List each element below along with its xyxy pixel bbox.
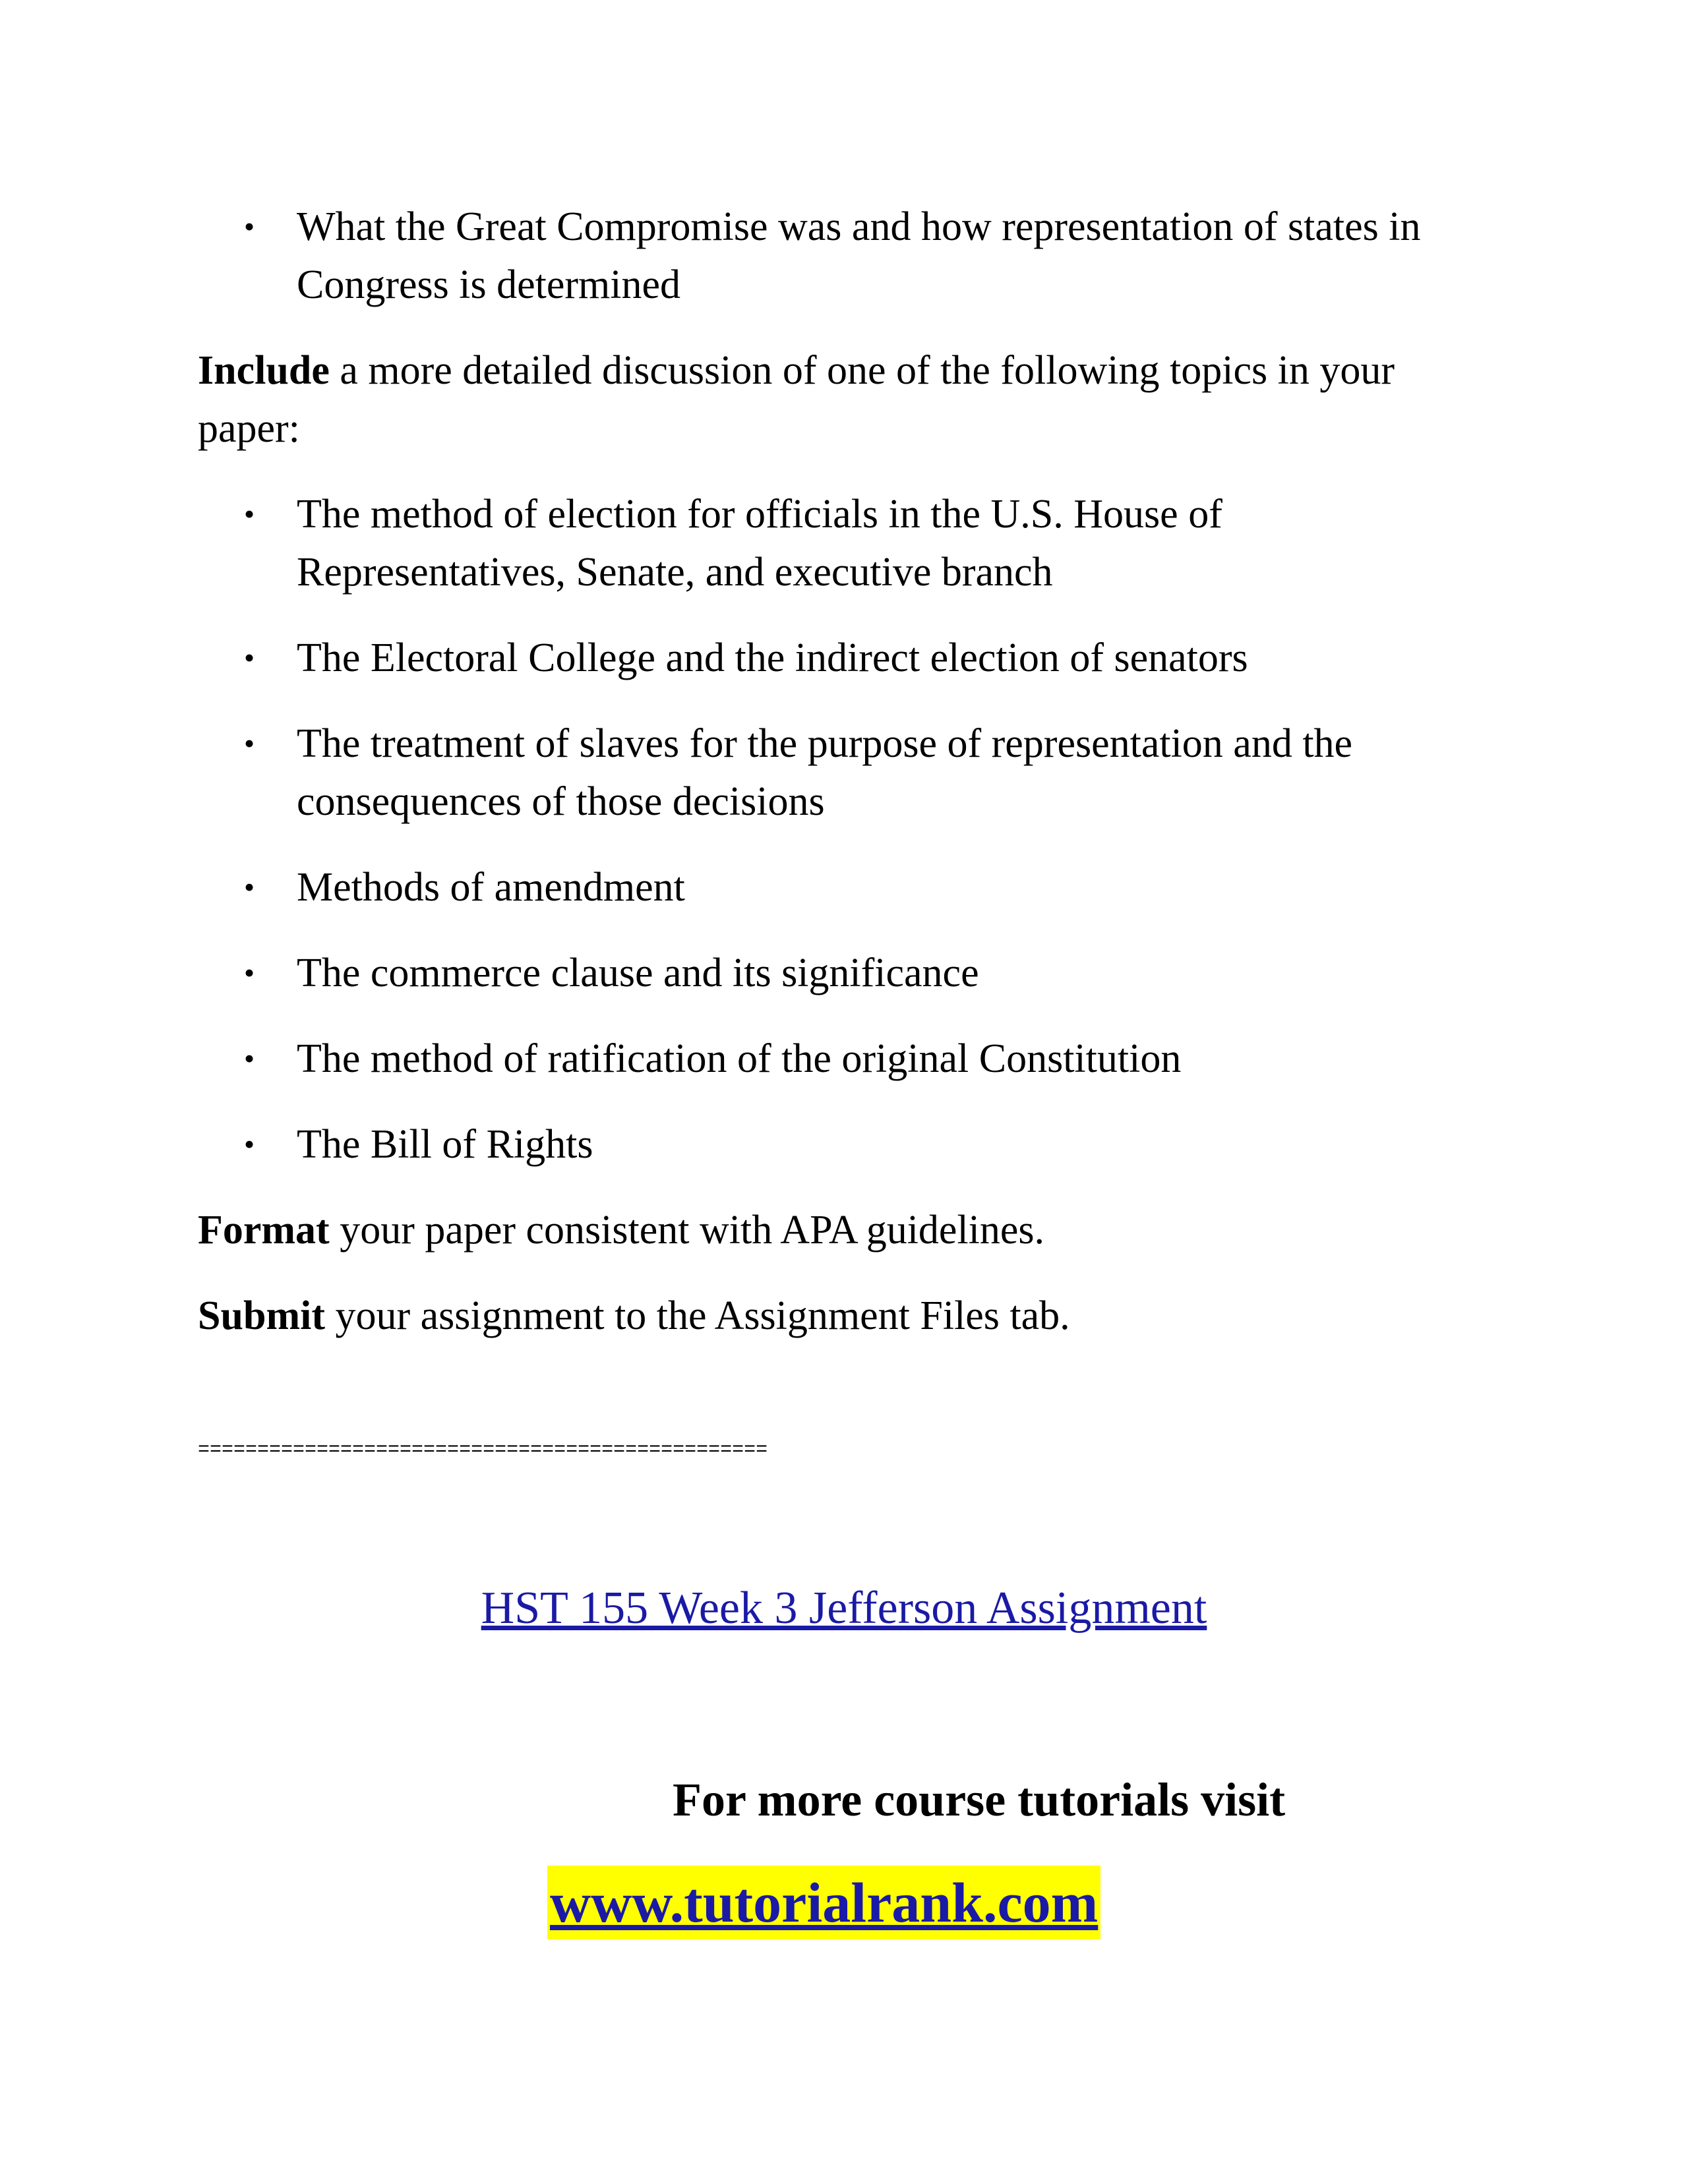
site-link-highlight [547, 1866, 1100, 1939]
bullet-icon: • [244, 956, 255, 989]
bullet-text: Methods of amendment [297, 865, 685, 910]
bullet-icon: • [244, 210, 255, 243]
include-rest: a more detailed discussion of one of the following topics in your paper: [198, 348, 1395, 451]
topic-bullet-item [198, 629, 1490, 687]
topic-bullet-item [198, 1030, 1490, 1088]
format-bold: Format [198, 1208, 330, 1253]
topic-bullet-item [198, 1115, 1490, 1173]
format-paragraph [198, 1201, 1490, 1259]
submit-bold: Submit [198, 1293, 325, 1338]
bullet-icon: • [244, 1042, 255, 1075]
intro-bullet-item [198, 198, 1490, 314]
bullet-icon: • [244, 870, 255, 904]
topic-bullet-item [198, 858, 1490, 916]
visit-heading: For more course tutorials visit [673, 1773, 1286, 1826]
format-rest: your paper consistent with APA guidelines. [329, 1208, 1045, 1253]
next-assignment-link-container [0, 1576, 1688, 1641]
bullet-text: The Electoral College and the indirect election of senators [297, 635, 1248, 680]
topic-bullet-item [198, 485, 1490, 601]
topic-bullet-item [198, 715, 1490, 831]
include-paragraph [198, 341, 1490, 457]
bullet-text: The method of election for officials in the U.S. House of Representatives, Senate, and executive branch [297, 492, 1222, 595]
submit-paragraph [198, 1287, 1490, 1345]
site-link[interactable]: www.tutorialrank.com [550, 1871, 1099, 1934]
bullet-text: The method of ratification of the original Constitution [297, 1036, 1182, 1081]
bullet-text: What the Great Compromise was and how representation of states in Congress is determined [297, 204, 1421, 307]
include-bold: Include [198, 348, 330, 393]
bullet-text: The treatment of slaves for the purpose of representation and the consequences of those decisions [297, 721, 1353, 824]
bullet-icon: • [244, 497, 255, 531]
bullet-icon: • [244, 1127, 255, 1161]
submit-rest: your assignment to the Assignment Files tab. [324, 1293, 1070, 1338]
bullet-icon: • [244, 641, 255, 674]
bullet-icon: • [244, 726, 255, 760]
bullet-text: The Bill of Rights [297, 1122, 593, 1167]
separator-line: ================================================ [198, 1439, 768, 1461]
next-assignment-link[interactable]: HST 155 Week 3 Jefferson Assignment [481, 1583, 1207, 1634]
topic-bullet-item [198, 944, 1490, 1002]
bullet-text: The commerce clause and its significance [297, 951, 979, 995]
